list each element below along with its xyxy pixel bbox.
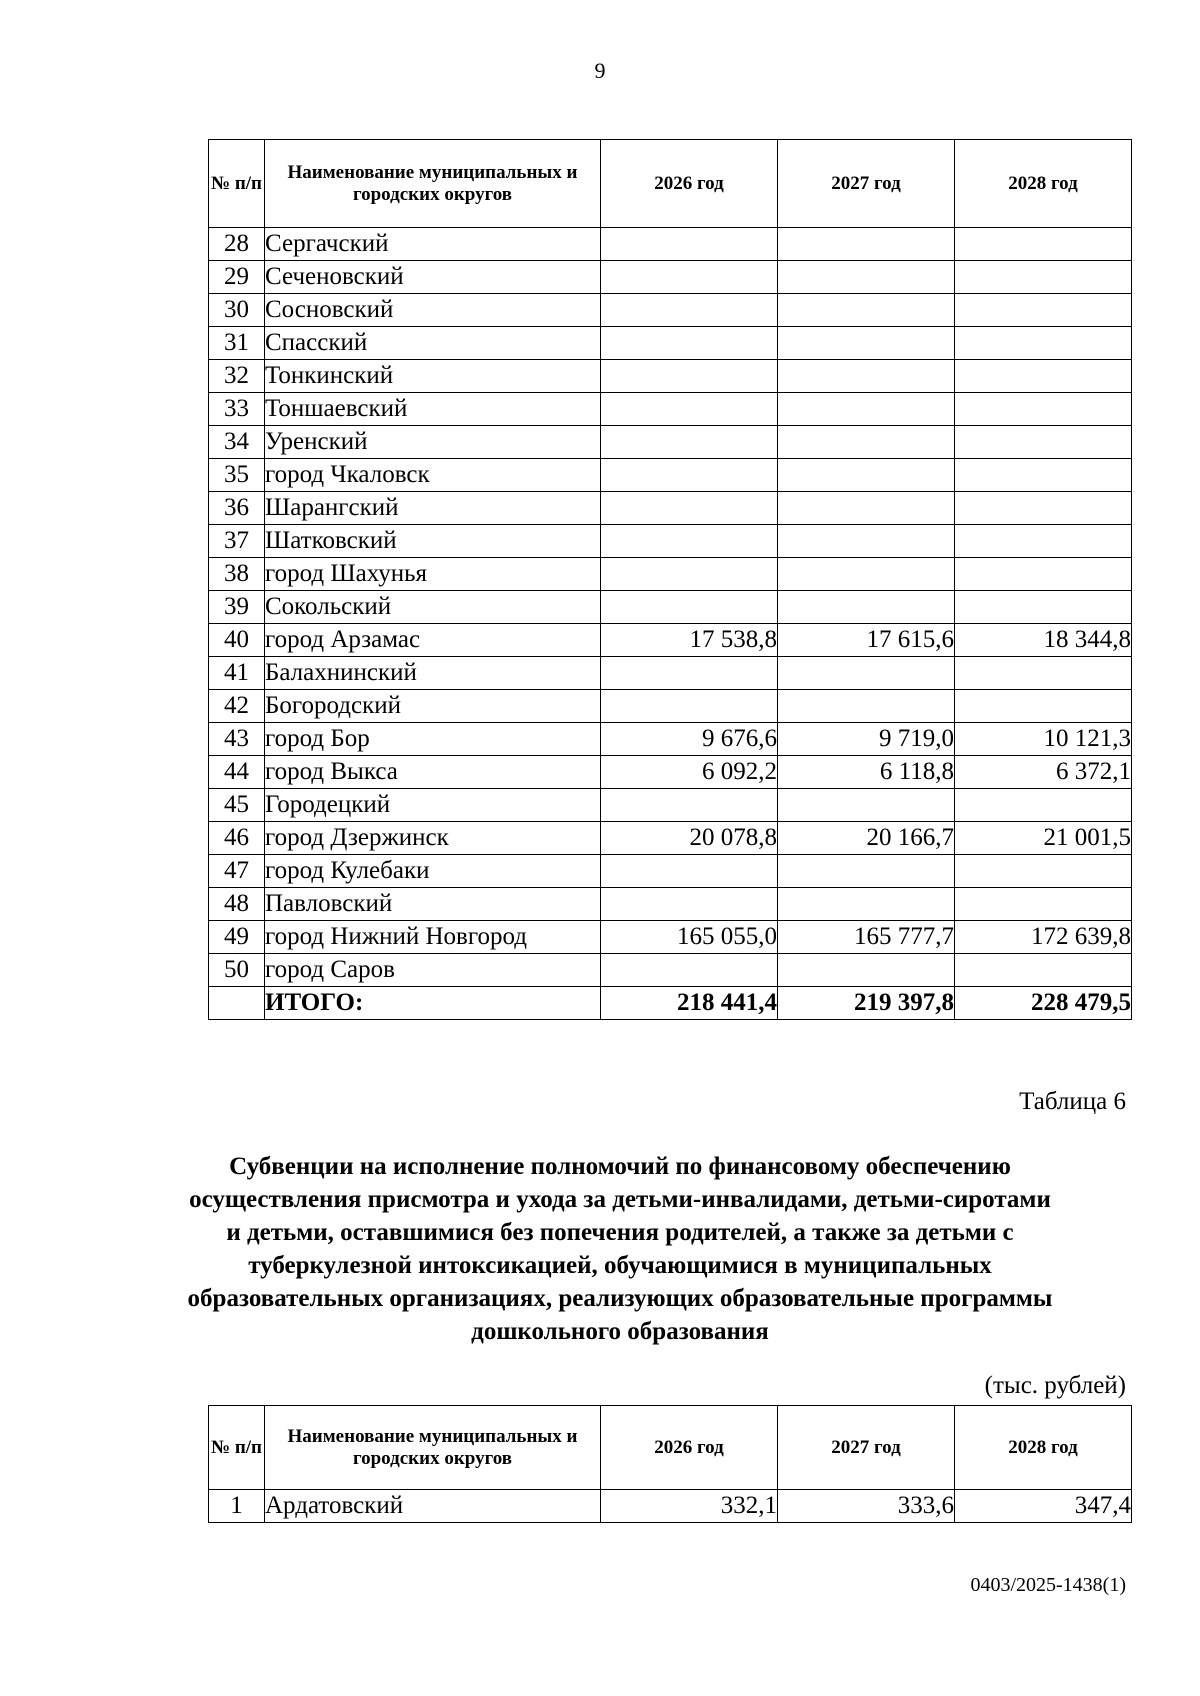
district-name: город Саров [265,954,601,987]
value-2026: 9 676,6 [601,723,778,756]
table-row [209,624,1132,657]
row-number: 40 [209,624,265,657]
row-number: 32 [209,360,265,393]
row-number: 46 [209,822,265,855]
value-2028 [955,558,1132,591]
value-2028 [955,954,1132,987]
value-2026 [601,360,778,393]
table-row [209,426,1132,459]
value-2026: 17 538,8 [601,624,778,657]
value-2027 [778,888,955,921]
district-name: Шатковский [265,525,601,558]
row-number: 49 [209,921,265,954]
value-2028 [955,657,1132,690]
value-2026 [601,393,778,426]
value-2027 [778,228,955,261]
total-2026: 218 441,4 [601,987,778,1020]
value-2028 [955,459,1132,492]
header-num: № п/п [209,140,265,228]
value-2028 [955,426,1132,459]
value-2026 [601,690,778,723]
row-number: 31 [209,327,265,360]
value-2026 [601,459,778,492]
value-2026: 20 078,8 [601,822,778,855]
header-2028: 2028 год [955,1406,1132,1490]
row-number: 47 [209,855,265,888]
value-2028 [955,492,1132,525]
table-row [209,855,1132,888]
table-row [209,756,1132,789]
district-name: Сосновский [265,294,601,327]
table-row [209,690,1132,723]
district-name: Сокольский [265,591,601,624]
value-2028 [955,888,1132,921]
value-2026 [601,327,778,360]
value-2027: 333,6 [778,1490,955,1523]
value-2027 [778,690,955,723]
district-name: город Выкса [265,756,601,789]
total-empty-cell [209,987,265,1020]
table-row [209,558,1132,591]
total-label: ИТОГО: [265,987,601,1020]
district-name: Спасский [265,327,601,360]
table-header-row [209,1406,1132,1490]
row-number: 50 [209,954,265,987]
value-2027 [778,855,955,888]
row-number: 41 [209,657,265,690]
table-row [209,789,1132,822]
table-row [209,261,1132,294]
district-name: Тонкинский [265,360,601,393]
value-2026: 165 055,0 [601,921,778,954]
row-number: 34 [209,426,265,459]
value-2027 [778,360,955,393]
value-2026 [601,591,778,624]
table-row [209,723,1132,756]
table-row [209,921,1132,954]
row-number: 45 [209,789,265,822]
row-number: 1 [209,1490,265,1523]
row-number: 33 [209,393,265,426]
district-name: Богородский [265,690,601,723]
table-caption: Таблица 6 [1019,1088,1126,1115]
value-2028 [955,591,1132,624]
header-2028: 2028 год [955,140,1132,228]
value-2027: 9 719,0 [778,723,955,756]
district-name: город Дзержинск [265,822,601,855]
value-2027: 20 166,7 [778,822,955,855]
value-2028: 21 001,5 [955,822,1132,855]
value-2028: 10 121,3 [955,723,1132,756]
row-number: 39 [209,591,265,624]
district-name: Балахнинский [265,657,601,690]
value-2028 [955,360,1132,393]
subsidy-table-6 [208,1405,1132,1523]
header-2026: 2026 год [601,140,778,228]
table-row [209,525,1132,558]
district-name: Уренский [265,426,601,459]
value-2028 [955,855,1132,888]
table-row [209,327,1132,360]
value-2027 [778,657,955,690]
value-2027 [778,954,955,987]
district-name: Павловский [265,888,601,921]
value-2027 [778,525,955,558]
table-row [209,492,1132,525]
value-2026 [601,525,778,558]
value-2027 [778,492,955,525]
value-2027 [778,261,955,294]
district-name: Тоншаевский [265,393,601,426]
row-number: 28 [209,228,265,261]
row-number: 43 [209,723,265,756]
district-name: Сергачский [265,228,601,261]
district-name: город Бор [265,723,601,756]
table-row [209,888,1132,921]
district-name: город Чкаловск [265,459,601,492]
value-2026 [601,492,778,525]
value-2026: 332,1 [601,1490,778,1523]
header-2027: 2027 год [778,1406,955,1490]
value-2027: 6 118,8 [778,756,955,789]
value-2026 [601,558,778,591]
table-row [209,360,1132,393]
value-2027 [778,591,955,624]
value-2026: 6 092,2 [601,756,778,789]
value-2026 [601,657,778,690]
table-row [209,294,1132,327]
value-2026 [601,954,778,987]
row-number: 36 [209,492,265,525]
header-2026: 2026 год [601,1406,778,1490]
table-row [209,657,1132,690]
value-2028 [955,261,1132,294]
value-2027 [778,789,955,822]
table-row [209,228,1132,261]
district-name: город Кулебаки [265,855,601,888]
value-2028 [955,228,1132,261]
district-name: Ардатовский [265,1490,601,1523]
value-2028: 6 372,1 [955,756,1132,789]
document-code: 0403/2025-1438(1) [970,1574,1126,1596]
value-2026 [601,426,778,459]
table-title: Субвенции на исполнение полномочий по финансовому обеспечению осуществления присмотра и ухода за детьми-инвалидами, детьми-сиротами и детьми, оставшимися без попечения родителей, а также за детьми с туберкулезной интоксикацией, обучающимися в муниципальных образовательных организациях, реализующих образовательные программы дошкольного образования [187,1153,1053,1345]
table-row [209,822,1132,855]
value-2026 [601,228,778,261]
table-row [209,1490,1132,1523]
value-2028 [955,294,1132,327]
table-row [209,591,1132,624]
value-2027: 165 777,7 [778,921,955,954]
row-number: 30 [209,294,265,327]
row-number: 42 [209,690,265,723]
total-row [209,987,1132,1020]
district-name: Городецкий [265,789,601,822]
district-name: город Арзамас [265,624,601,657]
value-2027 [778,327,955,360]
row-number: 35 [209,459,265,492]
value-2027 [778,459,955,492]
value-2026 [601,261,778,294]
row-number: 29 [209,261,265,294]
units-label: (тыс. рублей) [984,1372,1126,1399]
header-name: Наименование муниципальных и городских округов [265,140,601,228]
value-2026 [601,294,778,327]
row-number: 44 [209,756,265,789]
value-2027 [778,558,955,591]
district-name: Сеченовский [265,261,601,294]
total-2027: 219 397,8 [778,987,955,1020]
district-name: Шарангский [265,492,601,525]
value-2026 [601,789,778,822]
row-number: 38 [209,558,265,591]
page-number: 9 [594,58,606,83]
value-2026 [601,855,778,888]
value-2028: 18 344,8 [955,624,1132,657]
district-name: город Шахунья [265,558,601,591]
value-2028 [955,393,1132,426]
table-header-row [209,140,1132,228]
row-number: 48 [209,888,265,921]
value-2028: 347,4 [955,1490,1132,1523]
value-2027 [778,294,955,327]
value-2028: 172 639,8 [955,921,1132,954]
header-num: № п/п [209,1406,265,1490]
value-2028 [955,327,1132,360]
header-name: Наименование муниципальных и городских округов [265,1406,601,1490]
district-name: город Нижний Новгород [265,921,601,954]
total-2028: 228 479,5 [955,987,1132,1020]
table-row [209,393,1132,426]
value-2028 [955,690,1132,723]
value-2026 [601,888,778,921]
table-row [209,954,1132,987]
row-number: 37 [209,525,265,558]
subsidy-table-continued [208,139,1132,1020]
header-2027: 2027 год [778,140,955,228]
value-2027 [778,393,955,426]
value-2028 [955,789,1132,822]
value-2027: 17 615,6 [778,624,955,657]
table-row [209,459,1132,492]
value-2027 [778,426,955,459]
value-2028 [955,525,1132,558]
